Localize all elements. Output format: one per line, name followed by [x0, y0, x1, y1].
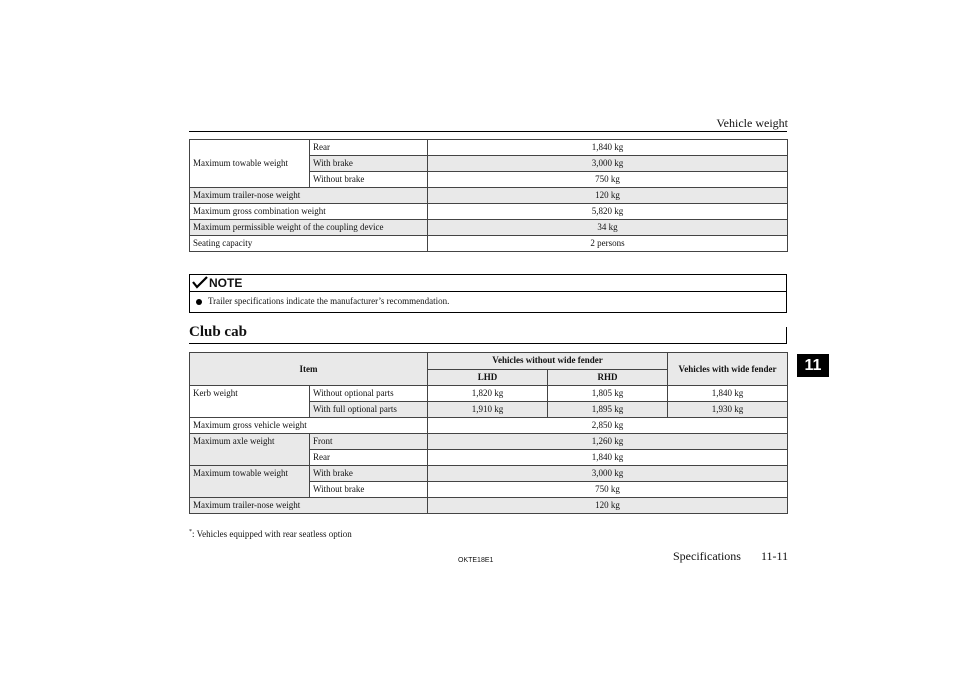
value-trailer-nose: 120 kg — [428, 498, 788, 514]
sub-label-without-brake: Without brake — [310, 172, 428, 188]
pencil-check-icon — [192, 276, 208, 289]
value-towable-with: 3,000 kg — [428, 466, 788, 482]
row-label-trailer-nose: Maximum trailer-nose weight — [190, 498, 428, 514]
footnote — [189, 529, 352, 539]
value-kerb-wide-1: 1,840 kg — [668, 386, 788, 402]
sub-label-with-brake: With brake — [310, 156, 428, 172]
table-row — [190, 386, 788, 402]
value-rear: 1,840 kg — [428, 140, 788, 156]
table-row — [190, 204, 788, 220]
table-header-row — [190, 353, 788, 370]
towing-spec-table — [189, 139, 788, 252]
header-rule — [189, 131, 787, 132]
value-coupling: 34 kg — [428, 220, 788, 236]
value-kerb-wide-2: 1,930 kg — [668, 402, 788, 418]
sub-label-with-brake: With brake — [310, 466, 428, 482]
row-label-towable: Maximum towable weight — [190, 466, 310, 498]
page-number: 11-11 — [761, 549, 789, 563]
section-title: Club cab — [189, 324, 247, 340]
header-without-fender: Vehicles without wide fender — [428, 353, 668, 370]
table-row — [190, 140, 788, 156]
header-item: Item — [190, 353, 428, 386]
section-rule — [189, 343, 787, 344]
sub-label-rear: Rear — [310, 450, 428, 466]
footnote-marker: * — [189, 529, 192, 535]
sub-label-without-optional: Without optional parts — [310, 386, 428, 402]
sub-label-rear: Rear — [310, 140, 428, 156]
document-code: OKTE18E1 — [458, 557, 494, 564]
row-label-gross-vehicle: Maximum gross vehicle weight — [190, 418, 428, 434]
row-label-seating: Seating capacity — [190, 236, 428, 252]
value-axle-front: 1,260 kg — [428, 434, 788, 450]
header-with-fender: Vehicles with wide fender — [668, 353, 788, 386]
row-label-towable: Maximum towable weight — [190, 140, 310, 188]
value-seating: 2 persons — [428, 236, 788, 252]
table-row — [190, 188, 788, 204]
sub-label-without-brake: Without brake — [310, 482, 428, 498]
value-gross-vehicle: 2,850 kg — [428, 418, 788, 434]
row-label-gross-combination: Maximum gross combination weight — [190, 204, 428, 220]
table-row — [190, 236, 788, 252]
table-row — [190, 220, 788, 236]
chapter-tab: 11 — [797, 354, 829, 377]
note-header — [190, 275, 786, 292]
value-gross-combination: 5,820 kg — [428, 204, 788, 220]
row-label-kerb: Kerb weight — [190, 386, 310, 418]
value-kerb-rhd-1: 1,805 kg — [548, 386, 668, 402]
value-with-brake: 3,000 kg — [428, 156, 788, 172]
value-axle-rear: 1,840 kg — [428, 450, 788, 466]
note-box — [189, 274, 787, 313]
header-lhd: LHD — [428, 369, 548, 386]
sub-label-front: Front — [310, 434, 428, 450]
table-row — [190, 434, 788, 450]
value-towable-without: 750 kg — [428, 482, 788, 498]
club-cab-table — [189, 352, 788, 514]
note-item — [196, 295, 449, 307]
section-rule-tick — [786, 327, 787, 344]
header-rhd: RHD — [548, 369, 668, 386]
page-header-title: Vehicle weight — [716, 116, 788, 130]
footnote-text: : Vehicles equipped with rear seatless option — [192, 529, 352, 539]
value-without-brake: 750 kg — [428, 172, 788, 188]
value-trailer-nose: 120 kg — [428, 188, 788, 204]
bullet-icon — [196, 299, 202, 305]
row-label-trailer-nose: Maximum trailer-nose weight — [190, 188, 428, 204]
value-kerb-lhd-1: 1,820 kg — [428, 386, 548, 402]
row-label-axle: Maximum axle weight — [190, 434, 310, 466]
value-kerb-rhd-2: 1,895 kg — [548, 402, 668, 418]
note-text: Trailer specifications indicate the manufacturer’s recommendation. — [208, 296, 450, 306]
sub-label-with-optional: With full optional parts — [310, 402, 428, 418]
value-kerb-lhd-2: 1,910 kg — [428, 402, 548, 418]
table-row — [190, 466, 788, 482]
table-row — [190, 418, 788, 434]
table-row — [190, 498, 788, 514]
note-title: NOTE — [209, 276, 243, 290]
footer-section: Specifications — [673, 549, 741, 563]
row-label-coupling: Maximum permissible weight of the coupling device — [190, 220, 428, 236]
